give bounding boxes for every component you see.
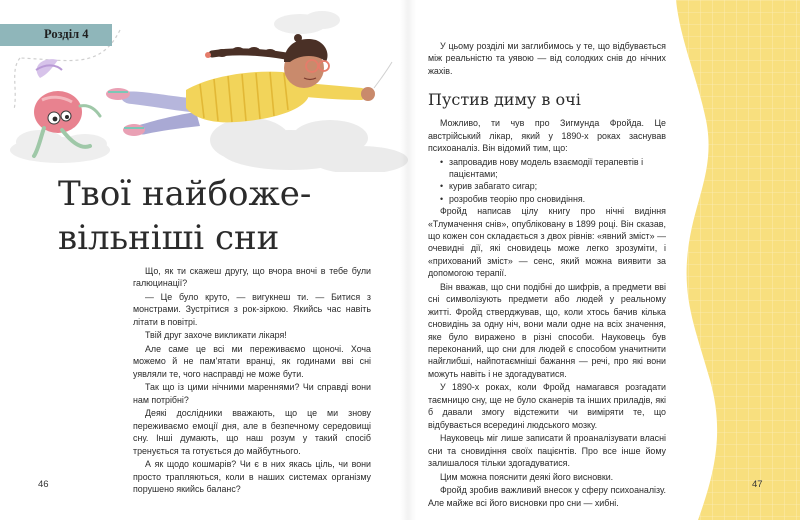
page-title xyxy=(58,172,388,260)
paragraph: Так що із цими нічними мареннями? Чи справді вони нам потрібні? xyxy=(133,382,371,405)
paragraph: — Це було круто, — вигукнеш ти. — Битися з монстрами. Зустрітися з рок-зіркою. Якийсь час навіть літати в повітрі. xyxy=(133,292,371,327)
left-body-text xyxy=(133,265,371,497)
page-number-left: 46 xyxy=(38,479,49,490)
list-item: • запровадив нову модель взаємодії терапевтів і пацієнтами; xyxy=(440,156,666,181)
paragraph: У 1890-х роках, коли Фройд намагався розгадати таємницю сну, ще не було сканерів та інших приладів, які б давали змогу відстежити чи виміряти те, що відбувається всередині людського мозку. xyxy=(428,382,666,430)
paragraph: Фройд зробив важливий внесок у сферу психоаналізу. Але майже всі його висновки про сни — хибні. xyxy=(428,485,666,508)
chapter-label: Розділ 4 xyxy=(44,27,89,41)
paragraph: А як щодо кошмарів? Чи є в них якась ціль, чи вони просто трапляються, коли в наших системах організму порушено якийсь баланс? xyxy=(133,459,371,495)
bullet-list xyxy=(428,156,666,206)
paragraph: Можливо, ти чув про Зигмунда Фройда. Це австрійський лікар, який у 1890-х роках заснував психоаналіз. Він відомий тим, що: xyxy=(428,118,666,154)
yellow-grid-band xyxy=(676,0,800,520)
paragraph: Фройд написав цілу книгу про нічні видіння «Тлумачення снів», опубліковану в 1899 році. Він сказав, що кожен сон складається з двох рівнів: «явний зміст» — очевидні дії, які сновидець може легко зрозуміти, і «прихований зміст» — сенс, який можна виявити за допомогою терапії. xyxy=(428,206,666,279)
paragraph: Цим можна пояснити деякі його висновки. xyxy=(440,471,614,482)
paragraph: Твій друг захоче викликати лікаря! xyxy=(145,330,287,341)
intro-paragraph: У цьому розділі ми заглибимось у те, що відбувається між реальністю та уявою — від солодких снів до нічних жахів. xyxy=(428,41,666,76)
section-heading: Пустив диму в очі xyxy=(428,90,581,110)
list-item: • розробив теорію про сновидіння. xyxy=(440,193,666,205)
title-line-1: Твої найбоже- xyxy=(58,174,312,214)
paragraph: Він вважав, що сни подібні до шифрів, а предмети вві сні символізують предмети або людей у реальному житті. Фройд стверджував, що, коли хтось бачив кілька сновидінь за одну ніч, вони мали одне на всіх значення, яке було виражено в різні способи. Науковець був переконаний, що сни для людей є способом уначитнити найглибші, найпотаємніші бажання — речі, про які вони можуть навіть і не здогадуватися. xyxy=(428,281,666,379)
list-item: • курив забагато сигар; xyxy=(440,180,666,192)
book-gutter xyxy=(400,0,416,520)
paragraph: Але саме це всі ми переживаємо щоночі. Хоча можемо й не пам'ятати вранці, як годинами вві сні уявляли те, чого насправді не може бути. xyxy=(133,344,371,379)
page-number-right: 47 xyxy=(752,479,763,490)
paragraph: Деякі дослідники вважають, що це ми знову переживаємо емоції дня, але в безпечному середовищі сну. Інші думають, що наш розум у такий спосіб тренується та готується до майбутнього. xyxy=(133,408,371,456)
title-line-2: вільніші сни xyxy=(58,218,280,258)
right-body-text xyxy=(428,40,666,510)
paragraph: Науковець міг лише записати й проаналізувати власні сни та сновидіння своїх пацієнтів. Про все інше йому залишалося тільки здогадуватися. xyxy=(428,433,666,468)
chapter-tab xyxy=(0,24,112,46)
paragraph: Що, як ти скажеш другу, що вчора вночі в тебе були галюцинації? xyxy=(133,266,371,289)
